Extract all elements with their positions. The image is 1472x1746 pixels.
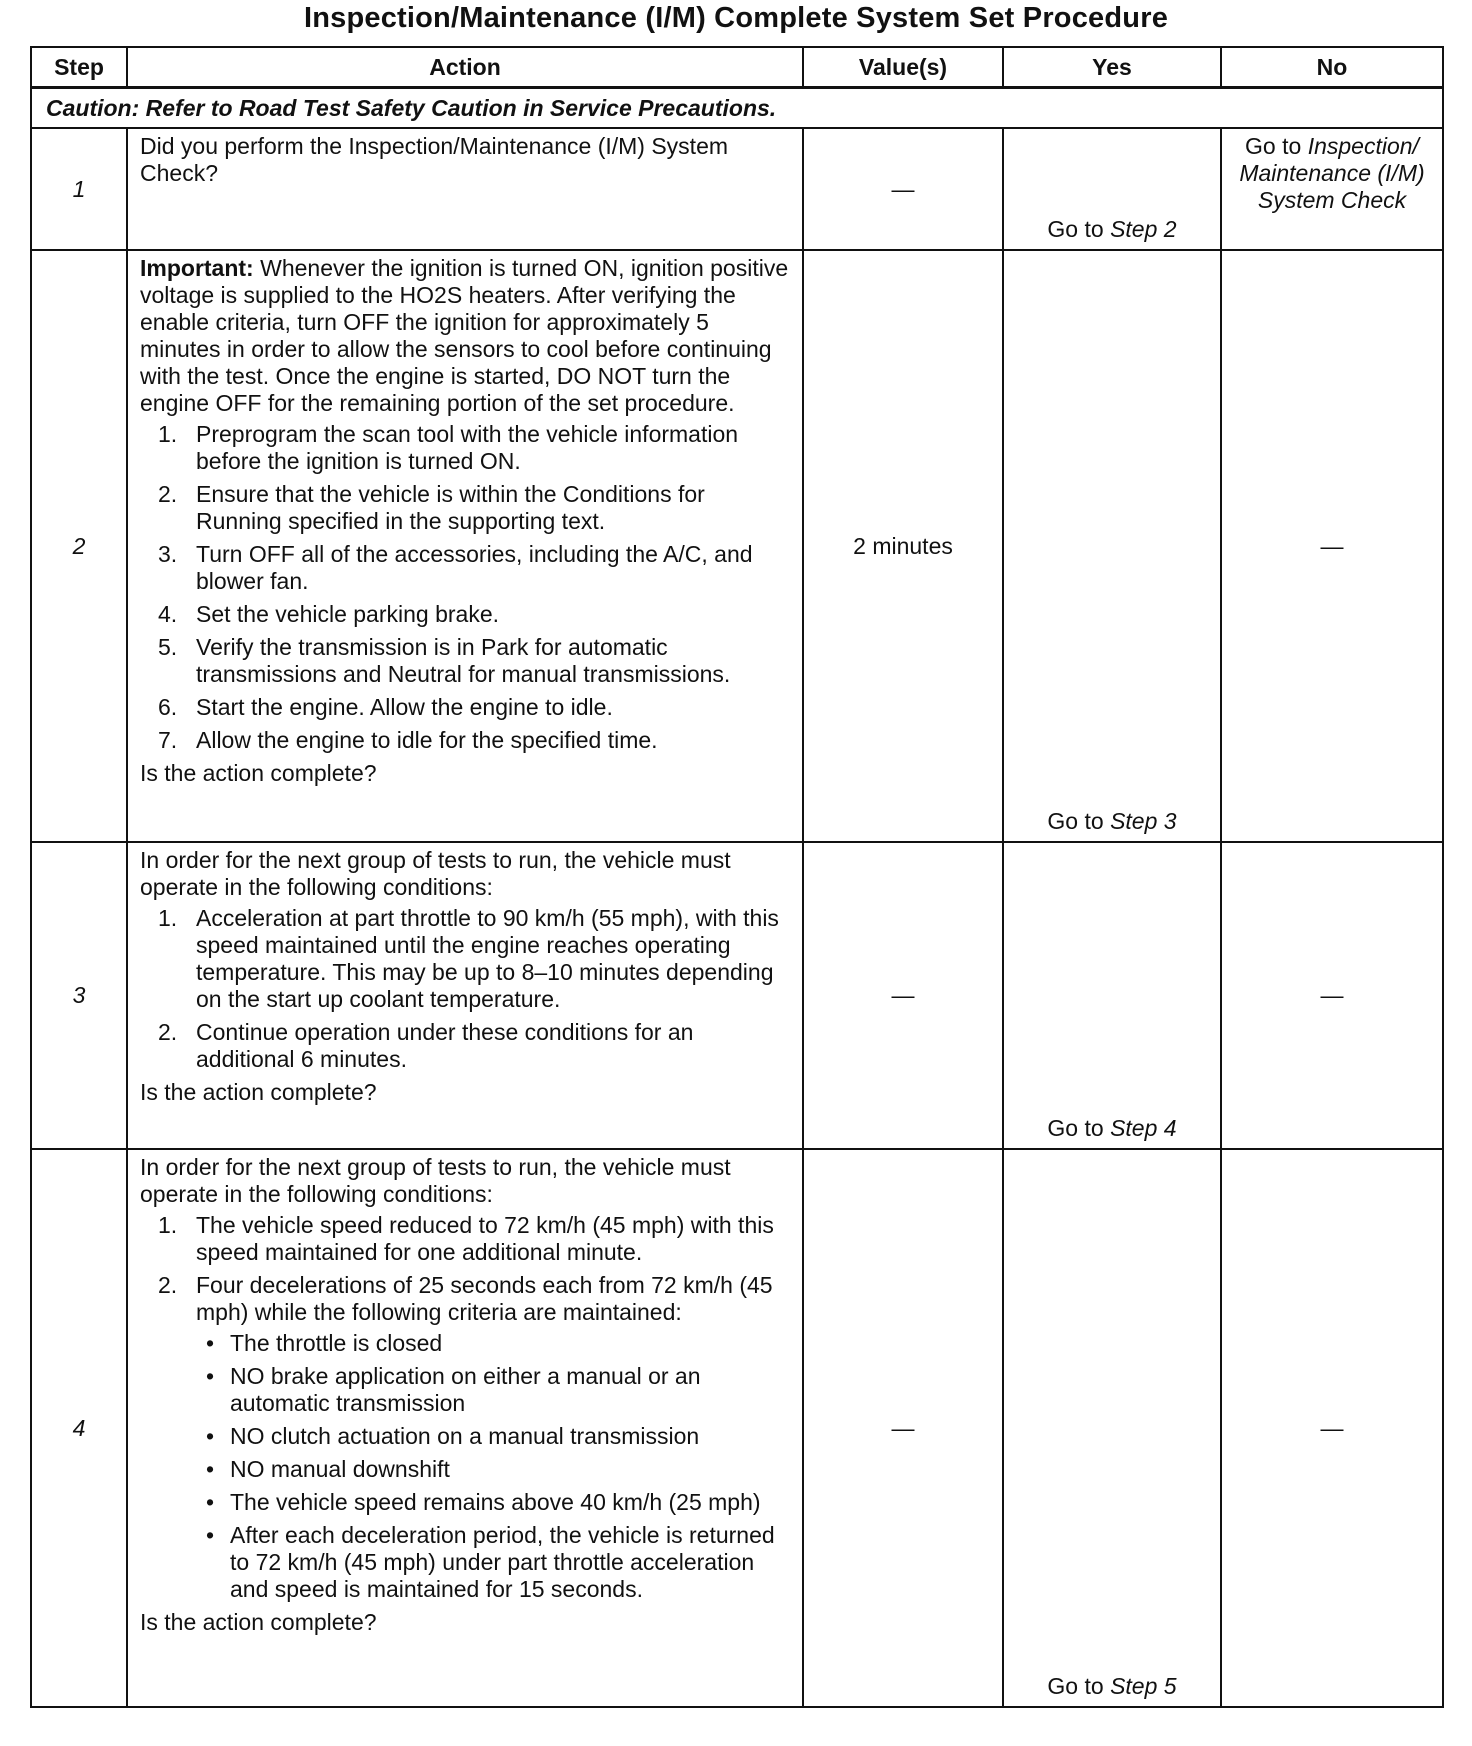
list-item <box>140 421 790 475</box>
bullet-icon: • <box>206 1456 215 1482</box>
list-item <box>196 1522 790 1603</box>
important-note <box>140 255 790 417</box>
question-text: Is the action complete? <box>140 760 377 786</box>
step-text: Turn OFF all of the accessories, including the A/C, and blower fan. <box>196 541 753 594</box>
table-row <box>31 250 1443 842</box>
yes-cell <box>1003 128 1221 250</box>
no-cell: — <box>1221 1149 1443 1707</box>
no-target-link[interactable]: Inspection/ Maintenance (I/M) System Check <box>1239 133 1425 213</box>
action-text: Did you perform the Inspection/Maintenance (I/M) System Check? <box>140 133 729 186</box>
step-index: 1. <box>158 1212 178 1238</box>
procedure-steps <box>140 905 790 1073</box>
value-cell: — <box>803 842 1003 1149</box>
value-cell: — <box>803 128 1003 250</box>
step-text: Acceleration at part throttle to 90 km/h (55 mph), with this speed maintained until the engine reaches operating temperature. This may be up to 8–10 minutes depending on the start up coolant temperature. <box>196 905 779 1012</box>
list-item <box>140 905 790 1013</box>
list-item <box>140 727 790 754</box>
step-text: Start the engine. Allow the engine to idle. <box>196 694 613 720</box>
yes-cell <box>1003 842 1221 1149</box>
go-to-label: Go to <box>1245 133 1302 159</box>
go-to-label: Go to <box>1047 1673 1104 1699</box>
bullet-icon: • <box>206 1489 215 1515</box>
list-item <box>140 1212 790 1266</box>
step-text: Verify the transmission is in Park for automatic transmissions and Neutral for manual transmissions. <box>196 634 731 687</box>
procedure-steps <box>140 1212 790 1603</box>
header-yes: Yes <box>1003 47 1221 88</box>
step-index: 2. <box>158 1019 178 1045</box>
important-label: Important: <box>140 255 254 281</box>
criteria-text: The vehicle speed remains above 40 km/h (25 mph) <box>230 1489 761 1515</box>
table-row <box>31 842 1443 1149</box>
go-to-label: Go to <box>1047 216 1104 242</box>
go-to-label: Go to <box>1047 808 1104 834</box>
no-cell: — <box>1221 842 1443 1149</box>
bullet-icon: • <box>206 1363 215 1389</box>
list-item <box>140 601 790 628</box>
list-item <box>196 1423 790 1450</box>
criteria-text: NO manual downshift <box>230 1456 450 1482</box>
step-index: 4. <box>158 601 178 627</box>
header-action: Action <box>127 47 803 88</box>
step-text: Allow the engine to idle for the specified time. <box>196 727 658 753</box>
step-index: 1. <box>158 905 178 931</box>
header-step: Step <box>31 47 127 88</box>
list-item <box>140 694 790 721</box>
action-cell <box>127 842 803 1149</box>
yes-target-link[interactable]: Step 5 <box>1110 1673 1177 1699</box>
step-index: 2. <box>158 481 178 507</box>
criteria-text: The throttle is closed <box>230 1330 443 1356</box>
header-values: Value(s) <box>803 47 1003 88</box>
list-item <box>196 1456 790 1483</box>
header-no: No <box>1221 47 1443 88</box>
procedure-steps <box>140 421 790 754</box>
header-row <box>31 47 1443 88</box>
step-index: 7. <box>158 727 178 753</box>
criteria-list <box>196 1330 790 1603</box>
step-text: Preprogram the scan tool with the vehicle information before the ignition is turned ON. <box>196 421 739 474</box>
value-cell: 2 minutes <box>803 250 1003 842</box>
no-cell: — <box>1221 250 1443 842</box>
step-text: Set the vehicle parking brake. <box>196 601 500 627</box>
list-item <box>140 481 790 535</box>
step-number: 3 <box>31 842 127 1149</box>
table-row <box>31 128 1443 250</box>
list-item <box>196 1330 790 1357</box>
bullet-icon: • <box>206 1330 215 1356</box>
step-index: 2. <box>158 1272 178 1298</box>
step-number: 1 <box>31 128 127 250</box>
list-item <box>140 634 790 688</box>
caution-text: Caution: Refer to Road Test Safety Caution in Service Precautions. <box>31 88 1443 129</box>
no-cell <box>1221 128 1443 250</box>
question-text: Is the action complete? <box>140 1609 377 1635</box>
step-text: The vehicle speed reduced to 72 km/h (45 mph) with this speed maintained for one additional minute. <box>196 1212 774 1265</box>
action-cell <box>127 128 803 250</box>
step-text: Ensure that the vehicle is within the Conditions for Running specified in the supporting text. <box>196 481 705 534</box>
step-index: 6. <box>158 694 178 720</box>
step-number: 2 <box>31 250 127 842</box>
question-text: Is the action complete? <box>140 1079 377 1105</box>
go-to-label: Go to <box>1047 1115 1104 1141</box>
page-title: Inspection/Maintenance (I/M) Complete System Set Procedure <box>303 2 1169 34</box>
step-index: 1. <box>158 421 178 447</box>
step-number: 4 <box>31 1149 127 1707</box>
criteria-text: NO brake application on either a manual or an automatic transmission <box>230 1363 701 1416</box>
step-text: Continue operation under these conditions for an additional 6 minutes. <box>196 1019 694 1072</box>
step-index: 5. <box>158 634 178 660</box>
list-item <box>140 1019 790 1073</box>
yes-cell <box>1003 1149 1221 1707</box>
criteria-text: NO clutch actuation on a manual transmission <box>230 1423 700 1449</box>
step-text: Four decelerations of 25 seconds each from 72 km/h (45 mph) while the following criteria are maintained: <box>196 1272 773 1325</box>
intro-text: In order for the next group of tests to run, the vehicle must operate in the following conditions: <box>140 1154 731 1207</box>
list-item <box>140 1272 790 1603</box>
list-item <box>140 541 790 595</box>
table-row <box>31 1149 1443 1707</box>
bullet-icon: • <box>206 1423 215 1449</box>
list-item <box>196 1363 790 1417</box>
action-cell <box>127 1149 803 1707</box>
action-cell <box>127 250 803 842</box>
caution-row <box>31 88 1443 129</box>
yes-cell <box>1003 250 1221 842</box>
yes-target-link[interactable]: Step 3 <box>1110 808 1177 834</box>
bullet-icon: • <box>206 1522 215 1548</box>
procedure-table <box>30 46 1444 1708</box>
intro-text: In order for the next group of tests to run, the vehicle must operate in the following conditions: <box>140 847 731 900</box>
step-index: 3. <box>158 541 178 567</box>
criteria-text: After each deceleration period, the vehicle is returned to 72 km/h (45 mph) under part throttle acceleration and speed is maintained for 15 seconds. <box>230 1522 775 1602</box>
yes-target-link[interactable]: Step 2 <box>1110 216 1177 242</box>
important-text: Whenever the ignition is turned ON, ignition positive voltage is supplied to the HO2S heaters. After verifying the enable criteria, turn OFF the ignition for approximately 5 minutes in order to allow the sensors to cool before continuing with the test. Once the engine is started, DO NOT turn the engine OFF for the remaining portion of the set procedure. <box>140 255 789 416</box>
list-item <box>196 1489 790 1516</box>
yes-target-link[interactable]: Step 4 <box>1110 1115 1177 1141</box>
value-cell: — <box>803 1149 1003 1707</box>
